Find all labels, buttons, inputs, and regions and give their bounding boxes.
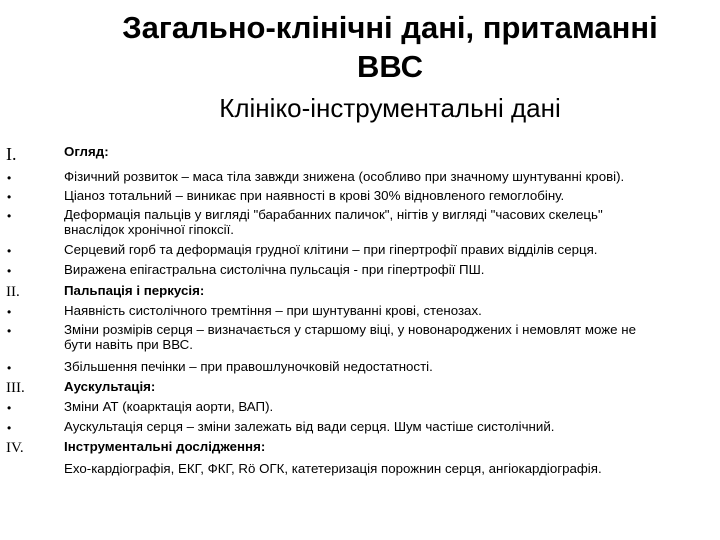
section-number: IV. [6, 440, 24, 456]
section-number: I. [6, 144, 17, 164]
list-item-text: Фізичний розвиток – маса тіла завжди знижена (особливо при значному шунтуванні крові). [64, 169, 625, 184]
section-heading: Аускультація: [64, 379, 156, 394]
list-item-text: Аускультація серця – зміни залежать від вади серця. Шум частіше систолічний. [64, 419, 555, 434]
bullet-icon: • [7, 401, 12, 415]
list-item-text: Виражена епігастральна систолічна пульсація - при гіпертрофії ПШ. [64, 262, 485, 277]
list-item-text: Ціаноз тотальний – виникає при наявності в крові 30% відновленого гемоглобіну. [64, 188, 565, 203]
bullet-icon: • [7, 209, 12, 223]
list-item-text: Зміни АТ (коарктація аорти, ВАП). [64, 399, 274, 414]
bullet-icon: • [7, 190, 12, 204]
list-item-text [64, 323, 714, 352]
slide-subtitle: Клініко-інструментальні дані [219, 93, 561, 123]
title-line-2: ВВС [357, 49, 423, 84]
list-item-text: Ехо-кардіографія, ЕКГ, ФКГ, Rö ОГК, катетеризація порожнин серця, ангіокардіографія. [64, 461, 602, 476]
bullet-icon: • [7, 244, 12, 258]
bullet-icon: • [7, 421, 12, 435]
bullet-icon: • [7, 361, 12, 375]
section-number: II. [6, 284, 20, 300]
list-item-text [64, 208, 714, 237]
list-item-text: Серцевий горб та деформація грудної клітини – при гіпертрофії правих відділів серця. [64, 242, 598, 257]
section-heading: Пальпація і перкусія: [64, 283, 205, 298]
section-number: III. [6, 380, 25, 396]
list-item-line: внаслідок хронічної гіпоксії. [64, 221, 234, 237]
list-item-line: Зміни розмірів серця – визначається у старшому віці, у новонароджених і немовлят може не [64, 322, 636, 337]
bullet-icon: • [7, 324, 12, 338]
section-heading: Інструментальні дослідження: [64, 439, 266, 454]
bullet-icon: • [7, 171, 12, 185]
list-item-text: Збільшення печінки – при правошлуночковій недостатності. [64, 359, 433, 374]
bullet-icon: • [7, 264, 12, 278]
section-heading: Огляд: [64, 144, 109, 159]
bullet-icon: • [7, 305, 12, 319]
title-line-1: Загально-клінічні дані, притаманні [122, 10, 658, 45]
list-item-line: бути навіть при ВВС. [64, 336, 193, 352]
list-item-line: Деформація пальців у вигляді "барабанних паличок", нігтів у вигляді "часових скелець" [64, 207, 603, 222]
list-item-text: Наявність систолічного тремтіння – при шунтуванні крові, стенозах. [64, 303, 482, 318]
